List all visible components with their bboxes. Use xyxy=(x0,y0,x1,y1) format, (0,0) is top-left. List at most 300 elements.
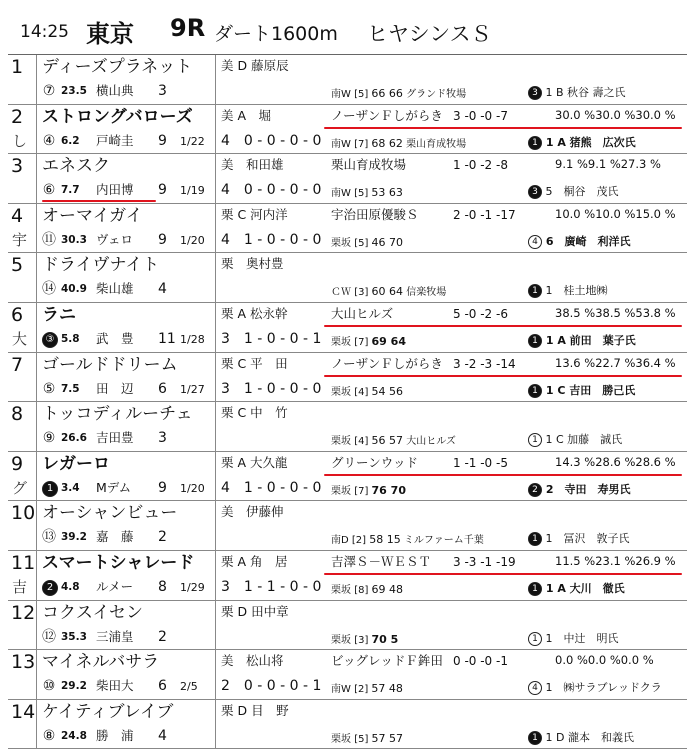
owner-info xyxy=(528,86,626,100)
column-divider xyxy=(215,650,216,699)
last-race-date: 1/20 xyxy=(180,233,205,247)
bloodline-mark: 吉 xyxy=(12,577,28,596)
trainer: 美 A 堀 xyxy=(221,107,272,123)
entry-row xyxy=(8,204,687,254)
entry-number: 3 xyxy=(11,155,24,178)
owner-name: 1 A 大川 徹氏 xyxy=(542,581,625,595)
column-divider xyxy=(215,353,216,402)
carried-weight-rank: 9 xyxy=(158,479,167,496)
last-race-date: 1/19 xyxy=(180,184,205,198)
trainer: 栗 C 平 田 xyxy=(221,355,288,371)
rank-circle-icon: 3 xyxy=(528,185,542,199)
entry-number: 1 xyxy=(11,56,24,78)
odds: 3.4 xyxy=(61,481,80,494)
jockey-name: 吉田豊 xyxy=(96,430,134,446)
column-divider xyxy=(36,452,37,501)
owner-info xyxy=(528,433,622,447)
rank-circle-icon: 1 xyxy=(528,334,542,348)
owner-name: 1 B 秋谷 壽之氏 xyxy=(542,86,626,99)
owner-name: 1 桂土地㈱ xyxy=(542,284,608,298)
training-lap: [2] xyxy=(354,684,372,696)
rank-circle-icon: 1 xyxy=(528,136,542,150)
training-lap: [3] xyxy=(354,634,372,646)
farm-record: 1 -0 -2 -8 xyxy=(453,158,508,173)
gate-number xyxy=(42,332,58,348)
training-course: 南D xyxy=(331,535,352,547)
owner-info xyxy=(528,681,662,695)
trainer: 栗 D 田中章 xyxy=(221,603,289,619)
owner-info xyxy=(528,284,608,298)
rank-circle-icon: 1 xyxy=(528,582,542,596)
carried-weight-rank: 3 xyxy=(158,430,167,447)
gate-circle-icon: ⑫ xyxy=(42,628,56,645)
column-divider xyxy=(215,501,216,550)
column-divider xyxy=(215,154,216,203)
gate-number xyxy=(42,580,58,596)
gate-circle-icon: ⑬ xyxy=(42,529,56,546)
training-info xyxy=(331,286,446,298)
column-divider xyxy=(36,303,37,352)
column-divider xyxy=(36,501,37,550)
trainer: 栗 C 河内洋 xyxy=(221,206,288,222)
training-course: 南W xyxy=(331,188,355,200)
gate-number xyxy=(42,282,56,296)
training-lap: [5] xyxy=(354,733,372,745)
training-times: 70 5 xyxy=(371,632,399,646)
training-times: 69 48 xyxy=(371,582,404,596)
gate-circle-icon: ④ xyxy=(42,132,56,149)
column-divider xyxy=(215,601,216,650)
odds: 5.8 xyxy=(61,332,80,345)
training-lap: [5] xyxy=(354,188,372,200)
gate-circle-icon: ⑥ xyxy=(42,182,56,199)
owner-info xyxy=(528,185,619,199)
gate-number xyxy=(42,183,56,197)
odds: 29.2 xyxy=(61,680,87,693)
trainer: 栗 C 中 竹 xyxy=(221,405,288,421)
column-divider xyxy=(215,700,216,749)
farm-record: 3 -0 -0 -7 xyxy=(453,108,508,123)
entry-number: 14 xyxy=(11,700,36,723)
course-record: 4 0 - 0 - 0 - 0 xyxy=(221,132,322,149)
course-record: 3 1 - 0 - 0 - 0 xyxy=(221,380,322,397)
odds: 4.8 xyxy=(61,580,80,593)
entry-row xyxy=(8,303,687,353)
jockey-name: 内田博 xyxy=(96,182,134,198)
owner-name: 1 D 瀧本 和義氏 xyxy=(542,730,634,744)
training-lap: [7] xyxy=(354,336,372,348)
breeder-or-farm: ノーザンＦしがらき xyxy=(331,107,443,123)
owner-info xyxy=(528,532,630,546)
breeder-or-farm: ノーザンＦしがらき xyxy=(331,355,443,371)
farm-record: 3 -2 -3 -14 xyxy=(453,356,516,371)
carried-weight-rank: 8 xyxy=(158,578,167,595)
column-divider xyxy=(36,353,37,402)
gate-circle-icon: 2 xyxy=(42,580,58,596)
farm-percentages: 11.5 %23.1 %26.9 % xyxy=(555,553,676,568)
entry-row xyxy=(8,55,687,105)
owner-name: 1 ㈱サラブレッドクラ xyxy=(542,681,662,695)
breeder-or-farm: 吉澤Ｓ－ＷＥＳＴ xyxy=(331,553,432,569)
farm-percentages: 30.0 %30.0 %30.0 % xyxy=(555,107,676,122)
odds: 39.2 xyxy=(61,531,87,544)
rank-circle-icon: 3 xyxy=(528,86,542,100)
trainer: 美 伊藤伸 xyxy=(221,504,284,520)
training-course: 栗坂 xyxy=(331,584,355,596)
trainer: 栗 A 角 居 xyxy=(221,553,288,569)
column-divider xyxy=(36,551,37,600)
entry-row xyxy=(8,501,687,551)
horse-name: ケイティブレイブ xyxy=(42,701,174,722)
farm-record: 0 -0 -0 -1 xyxy=(453,654,508,669)
horse-name: オーマイガイ xyxy=(42,205,143,226)
training-info xyxy=(331,237,403,249)
owner-name: 5 桐谷 茂氏 xyxy=(542,185,619,199)
column-divider xyxy=(215,452,216,501)
column-divider xyxy=(215,303,216,352)
carried-weight-rank: 2 xyxy=(158,529,167,546)
carried-weight-rank: 9 xyxy=(158,182,167,199)
training-times: 46 70 xyxy=(371,235,404,249)
training-farm: グランド牧場 xyxy=(402,89,467,100)
horse-name: エネスク xyxy=(42,156,110,177)
farm-record: 3 -3 -1 -19 xyxy=(453,554,516,569)
entry-row xyxy=(8,650,687,700)
trainer: 美 松山将 xyxy=(221,653,284,669)
carried-weight-rank: 3 xyxy=(158,83,167,99)
training-info xyxy=(331,584,403,596)
trainer: 栗 奥村豊 xyxy=(221,256,284,272)
gate-circle-icon: ⑧ xyxy=(42,727,56,744)
horse-name: ラニ xyxy=(42,304,76,325)
jockey-name: 勝 浦 xyxy=(96,727,134,743)
odds: 30.3 xyxy=(61,233,87,246)
training-lap: [5] xyxy=(354,89,372,100)
entry-row xyxy=(8,601,687,651)
owner-info xyxy=(528,384,635,398)
rank-circle-icon: 1 xyxy=(528,433,542,447)
column-divider xyxy=(36,650,37,699)
odds: 40.9 xyxy=(61,283,87,296)
entry-number: 4 xyxy=(11,204,24,227)
last-race-date: 1/27 xyxy=(180,382,205,396)
breeder-or-farm: 栗山育成牧場 xyxy=(331,157,407,173)
farm-percentages: 13.6 %22.7 %36.4 % xyxy=(555,355,676,370)
column-divider xyxy=(215,551,216,600)
column-divider xyxy=(36,55,37,104)
farm-percentages: 0.0 %0.0 %0.0 % xyxy=(555,653,654,668)
training-course: 南W xyxy=(331,138,355,150)
trainer: 美 和田雄 xyxy=(221,157,284,173)
trainer: 栗 A 松永幹 xyxy=(221,305,288,321)
gate-number xyxy=(42,729,56,743)
column-divider xyxy=(215,55,216,104)
column-divider xyxy=(215,402,216,451)
breeder-or-farm: 大山ヒルズ xyxy=(331,305,394,321)
training-info xyxy=(331,88,466,100)
training-times: 54 56 xyxy=(371,384,404,398)
course-record: 3 1 - 1 - 0 - 0 xyxy=(221,578,322,595)
carried-weight-rank: 4 xyxy=(158,281,167,298)
gate-circle-icon: ⑭ xyxy=(42,281,56,298)
racecourse: 東京 xyxy=(86,20,134,48)
rank-circle-icon: 1 xyxy=(528,284,542,298)
jockey-name: 武 豊 xyxy=(96,330,134,346)
entry-row xyxy=(8,353,687,403)
entry-number: 10 xyxy=(11,502,36,525)
breeder-or-farm: グリーンウッド xyxy=(331,454,419,470)
farm-record: 5 -0 -2 -6 xyxy=(453,306,508,321)
horse-name: コクスイセン xyxy=(42,602,143,623)
odds: 24.8 xyxy=(61,729,87,742)
training-info xyxy=(331,485,406,497)
trainer: 栗 D 目 野 xyxy=(221,702,289,718)
post-time: 14:25 xyxy=(20,22,69,42)
gate-circle-icon: ⑤ xyxy=(42,380,56,397)
jockey-name: Mデム xyxy=(96,479,132,495)
rank-circle-icon: 2 xyxy=(528,483,542,497)
column-divider xyxy=(36,253,37,302)
gate-circle-icon: ③ xyxy=(42,332,58,348)
rank-circle-icon: 1 xyxy=(528,384,542,398)
gate-number xyxy=(42,382,56,396)
training-times: 69 64 xyxy=(371,334,406,348)
owner-info xyxy=(528,582,625,596)
training-info xyxy=(331,138,466,150)
entry-number: 7 xyxy=(11,353,24,376)
farm-percentages: 14.3 %28.6 %28.6 % xyxy=(555,454,676,469)
owner-info xyxy=(528,136,636,150)
last-race-date: 1/29 xyxy=(180,580,205,594)
training-course: ＣＷ xyxy=(331,287,355,299)
horse-name: ドライヴナイト xyxy=(42,255,160,276)
entry-number: 13 xyxy=(11,651,36,674)
farm-record: 2 -0 -1 -17 xyxy=(453,207,516,222)
training-lap: [2] xyxy=(351,535,370,547)
odds: 23.5 xyxy=(61,85,87,97)
column-divider xyxy=(36,204,37,253)
jockey-name: 嘉 藤 xyxy=(96,529,134,545)
carried-weight-rank: 6 xyxy=(158,678,167,695)
gate-number xyxy=(42,530,56,544)
jockey-name: 戸崎圭 xyxy=(96,132,134,148)
entry-number: 8 xyxy=(11,403,24,426)
training-course: 栗坂 xyxy=(331,436,355,448)
carried-weight-rank: 9 xyxy=(158,132,167,149)
training-times: 66 66 xyxy=(371,87,403,100)
rank-circle-icon: 4 xyxy=(528,681,542,695)
training-course: 栗坂 xyxy=(331,733,355,745)
training-course: 栗坂 xyxy=(331,485,355,497)
column-divider xyxy=(215,204,216,253)
entry-row xyxy=(8,253,687,303)
jockey-name: 柴山雄 xyxy=(96,281,134,297)
training-course: 栗坂 xyxy=(331,336,355,348)
training-info xyxy=(331,733,403,745)
training-info xyxy=(331,683,403,695)
training-info xyxy=(331,386,403,398)
odds: 7.7 xyxy=(61,184,80,197)
owner-info xyxy=(528,483,630,497)
owner-info xyxy=(528,731,634,745)
trainer: 美 D 藤原辰 xyxy=(221,58,289,73)
bloodline-mark: 大 xyxy=(12,329,28,348)
jockey-name: 田 辺 xyxy=(96,380,134,396)
training-farm: 栗山育成牧場 xyxy=(402,138,467,150)
course-record: 2 0 - 0 - 0 - 1 xyxy=(221,678,322,695)
training-info xyxy=(331,187,403,199)
training-course: 南W xyxy=(331,89,355,100)
entry-number: 9 xyxy=(11,452,24,475)
carried-weight-rank: 6 xyxy=(158,380,167,397)
bloodline-mark: 宇 xyxy=(12,230,28,249)
course-record: 4 1 - 0 - 0 - 0 xyxy=(221,231,322,248)
gate-circle-icon: ⑪ xyxy=(42,231,56,248)
jockey-name: 横山典 xyxy=(96,83,134,98)
entry-number: 2 xyxy=(11,105,24,128)
training-times: 57 57 xyxy=(371,731,404,745)
carried-weight-rank: 2 xyxy=(158,628,167,645)
training-course: 栗坂 xyxy=(331,634,355,646)
training-farm: 大山ヒルズ xyxy=(403,436,456,448)
carried-weight-rank: 11 xyxy=(158,330,176,347)
entry-row xyxy=(8,402,687,452)
horse-name: レガーロ xyxy=(42,453,110,474)
rank-circle-icon: 1 xyxy=(528,731,542,745)
last-race-date: 1/28 xyxy=(180,332,205,346)
horse-name: ディーズプラネット xyxy=(42,57,193,77)
carried-weight-rank: 9 xyxy=(158,231,167,248)
odds: 26.6 xyxy=(61,432,87,445)
training-lap: [3] xyxy=(354,287,372,299)
column-divider xyxy=(36,601,37,650)
training-info xyxy=(331,634,398,646)
carried-weight-rank: 4 xyxy=(158,727,167,744)
training-lap: [8] xyxy=(354,584,372,596)
entry-number: 5 xyxy=(11,254,24,277)
rank-circle-icon: 1 xyxy=(528,632,542,646)
red-underline xyxy=(324,325,682,327)
entry-row xyxy=(8,105,687,155)
horse-name: スマートシャレード xyxy=(42,552,195,573)
farm-percentages: 10.0 %10.0 %15.0 % xyxy=(555,206,676,221)
entry-table xyxy=(8,54,687,749)
owner-name: 1 中辻 明氏 xyxy=(542,631,619,645)
gate-number xyxy=(42,431,56,445)
training-lap: [4] xyxy=(354,436,372,448)
course-record: 3 1 - 0 - 0 - 1 xyxy=(221,330,322,347)
race-number: 9R xyxy=(170,14,206,42)
odds: 7.5 xyxy=(61,382,80,395)
training-info xyxy=(331,435,456,447)
jockey-name: 三浦皇 xyxy=(96,628,134,644)
odds: 6.2 xyxy=(61,134,80,147)
jockey-name: ルメー xyxy=(96,578,134,594)
red-underline xyxy=(42,200,156,202)
rank-circle-icon: 4 xyxy=(528,235,542,249)
gate-number xyxy=(42,481,58,497)
gate-number xyxy=(42,233,56,247)
course-record: 4 0 - 0 - 0 - 0 xyxy=(221,182,322,199)
gate-number xyxy=(42,134,56,148)
training-info xyxy=(331,534,484,546)
column-divider xyxy=(36,105,37,154)
breeder-or-farm: 宇治田原優駿Ｓ xyxy=(331,206,419,222)
jockey-name: 柴田大 xyxy=(96,678,134,694)
training-times: 60 64 xyxy=(371,285,404,299)
owner-info xyxy=(528,334,636,348)
training-lap: [7] xyxy=(354,485,372,497)
horse-name: ゴールドドリーム xyxy=(42,354,178,375)
last-race-date: 2/5 xyxy=(180,680,198,694)
column-divider xyxy=(36,700,37,749)
owner-name: 1 冨沢 敦子氏 xyxy=(542,532,630,546)
entry-row xyxy=(8,154,687,204)
farm-percentages: 9.1 %9.1 %27.3 % xyxy=(555,157,661,172)
course-record: 4 1 - 0 - 0 - 0 xyxy=(221,479,322,496)
owner-info xyxy=(528,632,619,646)
training-course: 栗坂 xyxy=(331,237,355,249)
gate-circle-icon: ⑦ xyxy=(42,83,56,99)
gate-number xyxy=(42,630,56,644)
gate-circle-icon: 1 xyxy=(42,481,58,497)
column-divider xyxy=(36,154,37,203)
training-info xyxy=(331,336,406,348)
red-underline xyxy=(324,573,682,575)
column-divider xyxy=(215,253,216,302)
horse-name: マイネルバサラ xyxy=(42,652,160,673)
entry-number: 12 xyxy=(11,601,36,624)
horse-name: オーシャンビュー xyxy=(42,503,178,524)
trainer: 栗 A 大久龍 xyxy=(221,454,288,470)
training-course: 栗坂 xyxy=(331,386,355,398)
horse-name: トッコディルーチェ xyxy=(42,404,193,425)
gate-number xyxy=(42,84,56,98)
training-times: 76 70 xyxy=(371,483,406,497)
training-lap: [4] xyxy=(354,386,372,398)
farm-record: 1 -1 -0 -5 xyxy=(453,455,508,470)
gate-circle-icon: ⑨ xyxy=(42,430,56,447)
breeder-or-farm: ビッグレッドＦ鉾田 xyxy=(331,653,443,669)
race-header xyxy=(0,0,692,52)
training-times: 57 48 xyxy=(371,682,403,696)
farm-percentages: 38.5 %38.5 %53.8 % xyxy=(555,305,676,320)
training-lap: [5] xyxy=(354,237,372,249)
owner-name: 1 C 加藤 誠氏 xyxy=(542,433,623,447)
gate-circle-icon: ⑩ xyxy=(42,678,56,695)
bloodline-mark: し xyxy=(12,131,28,150)
jockey-name: ヴェロ xyxy=(96,231,134,247)
last-race-date: 1/20 xyxy=(180,481,205,495)
training-times: 56 57 xyxy=(371,434,404,448)
red-underline xyxy=(324,127,682,129)
race-name: ヒヤシンスＳ xyxy=(367,22,492,46)
odds: 35.3 xyxy=(61,630,87,643)
owner-name: 2 寺田 寿男氏 xyxy=(542,482,631,496)
entry-number: 6 xyxy=(11,303,24,326)
entry-row xyxy=(8,452,687,502)
training-times: 58 15 xyxy=(369,533,401,547)
owner-name: 1 A 前田 葉子氏 xyxy=(542,333,636,347)
training-times: 68 62 xyxy=(371,136,403,150)
training-farm: 信楽牧場 xyxy=(403,287,447,299)
owner-name: 1 C 吉田 勝己氏 xyxy=(542,383,636,397)
red-underline xyxy=(324,375,682,377)
training-course: 南W xyxy=(331,684,355,696)
entry-number: 11 xyxy=(11,551,36,574)
last-race-date: 1/22 xyxy=(180,134,205,148)
owner-info xyxy=(528,235,630,249)
